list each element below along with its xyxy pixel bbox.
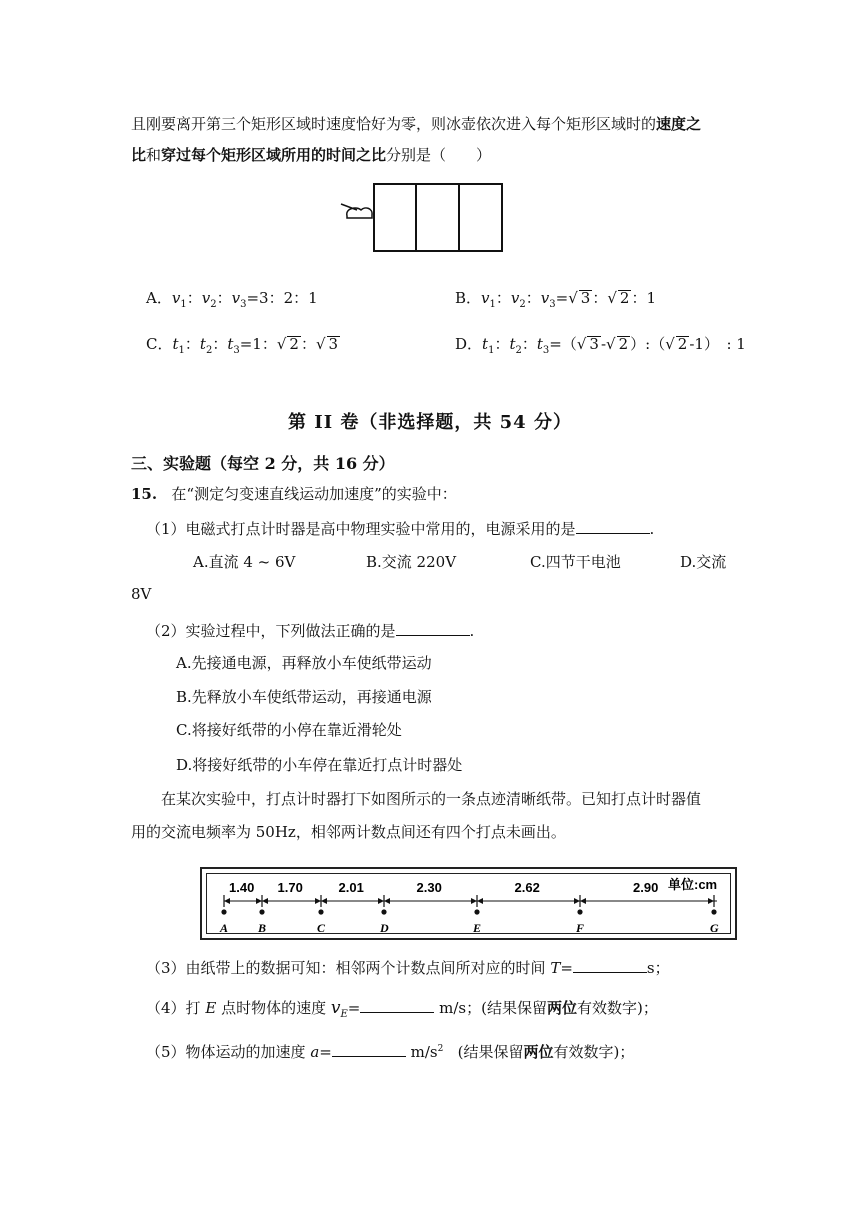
p1-option-d: D.交流 (680, 553, 727, 571)
option-b: B．$v_1$：$v_2$：$v_3=√$ 3 ：√ 2 ：1 (455, 289, 656, 310)
p2-option-d: D.将接好纸带的小车停在靠近打点计时器处 (176, 756, 463, 774)
intro-bold: 穿过每个矩形区域所用的时间之比 (161, 146, 387, 164)
part-text: （4）打 (146, 999, 201, 1017)
option-text: =3：2：1 (246, 289, 318, 307)
tape-point (318, 909, 323, 914)
part-text: （5）物体运动的加速度 (146, 1043, 306, 1061)
var-a: a (310, 1043, 320, 1061)
q15-part-4: （4）打 E 点时物体的速度 $v_E= m/s$；(结果保留两位有效数字)； (146, 998, 658, 1020)
tape-segment-label: 1.70 (277, 880, 303, 895)
tape-segment-label: 1.40 (229, 880, 255, 895)
question-text: 在“测定匀变速直线运动加速度”的实验中： (171, 485, 457, 503)
part-text: (结果保留 (457, 1043, 524, 1061)
answer-blank[interactable] (332, 1041, 406, 1057)
intro-text: 且刚要离开第三个矩形区域时速度恰好为零，则冰壶依次进入每个矩形区域时的 (131, 115, 657, 133)
intro-line-1 (131, 113, 701, 134)
tape-point-label: E (473, 921, 482, 935)
tape-point-label: B (258, 921, 267, 935)
rect-area (374, 184, 502, 251)
intro-bold: 比 (131, 146, 147, 164)
part-text: 有效数字)； (576, 999, 658, 1017)
intro-bold: 速度之 (656, 115, 702, 133)
answer-blank[interactable] (573, 957, 647, 973)
tape-point (711, 909, 716, 914)
part-bold: 两位 (546, 999, 577, 1017)
option-label: C． (146, 335, 173, 353)
intro-text: 和 (146, 146, 162, 164)
q15-para-1: 在某次实验中，打点计时器打下如图所示的一条点迹清晰纸带。已知打点计时器值 (161, 790, 702, 808)
answer-blank[interactable] (396, 620, 470, 636)
part-text: （2）实验过程中，下列做法正确的是 (146, 622, 396, 640)
answer-blank[interactable] (576, 518, 650, 534)
part-text: s； (646, 959, 670, 977)
section-3-title: 三、实验题（每空 2 分，共 16 分） (131, 454, 395, 473)
part-text: 点时物体的速度 (221, 999, 327, 1017)
q15-part-2: （2）实验过程中，下列做法正确的是 . (146, 622, 475, 640)
option-label: B． (455, 289, 482, 307)
tape-point-label: A (220, 921, 229, 935)
answer-blank[interactable] (360, 997, 434, 1013)
var-e: E (205, 999, 217, 1017)
p1-option-d-cont: 8V (131, 585, 152, 603)
q15-part-5: （5）物体运动的加速度 $a= m/s^2$ (结果保留两位有效数字)； (146, 1043, 635, 1061)
tape-segment-label: 2.62 (514, 880, 540, 895)
tape-point (577, 909, 582, 914)
q15-part-3: （3）由纸带上的数据可知：相邻两个计数点间所对应的时间 T= s； (146, 959, 670, 977)
tape-unit: 单位:cm (668, 877, 718, 892)
intro-text: 分别是（ ） (386, 146, 492, 164)
tape-point-label: C (317, 921, 326, 935)
tape-point (381, 909, 386, 914)
option-c: C．$t_1$：$t_2$：$t_3=1$：√ 2 ：√ 3 (146, 335, 339, 356)
tape-point (259, 909, 264, 914)
paper-tape-figure (200, 867, 737, 940)
tape-point (474, 909, 479, 914)
tape-segment-label: 2.01 (338, 880, 364, 895)
p1-option-a: A.直流 4 ~ 6V (193, 553, 296, 571)
part-text: m/s (410, 1043, 438, 1061)
tape-point-label: D (380, 921, 389, 935)
p2-option-a: A.先接通电源，再释放小车使纸带运动 (176, 654, 432, 672)
tape-point-label: F (576, 921, 585, 935)
part-bold: 两位 (523, 1043, 554, 1061)
question-number: 15. (131, 485, 158, 503)
part-text: （1）电磁式打点计时器是高中物理实验中常用的，电源采用的是 (146, 520, 576, 538)
tape-segment-label: 2.30 (416, 880, 442, 895)
tape-diagram (202, 869, 735, 938)
q15-part-1: （1）电磁式打点计时器是高中物理实验中常用的，电源采用的是 . (146, 520, 655, 538)
p2-option-b: B.先释放小车使纸带运动，再接通电源 (176, 688, 432, 706)
option-a: A．$v_1$：$v_2$：$v_3=3$：2：1 (146, 289, 318, 310)
p1-option-c: C.四节干电池 (530, 553, 621, 571)
p1-option-b: B.交流 220V (366, 553, 457, 571)
intro-line-2 (131, 144, 491, 165)
var-t: T (550, 959, 561, 977)
q15-stem (131, 483, 457, 504)
tape-point-label: G (710, 921, 719, 935)
p2-option-c: C.将接好纸带的小停在靠近滑轮处 (176, 721, 402, 739)
section-2-title: 第 II 卷（非选择题，共 54 分） (288, 412, 572, 433)
part-text: （3）由纸带上的数据可知：相邻两个计数点间所对应的时间 (146, 959, 546, 977)
tape-segment-label: 2.90 (633, 880, 659, 895)
part-text: 有效数字)； (553, 1043, 635, 1061)
curling-stone-icon (347, 208, 372, 218)
q15-para-2: 用的交流电频率为 50Hz，相邻两计数点间还有四个打点未画出。 (131, 823, 566, 841)
option-d: D．$t_1$：$t_2$：$t_3=(√$ 3 -√ 2 ）:（√ 2 -1） : 1 (455, 335, 746, 356)
option-label: A． (146, 289, 172, 307)
tape-point (221, 909, 226, 914)
curling-figure (335, 180, 510, 258)
part-text: m/s；(结果保留 (439, 999, 547, 1017)
option-label: D． (455, 335, 483, 353)
